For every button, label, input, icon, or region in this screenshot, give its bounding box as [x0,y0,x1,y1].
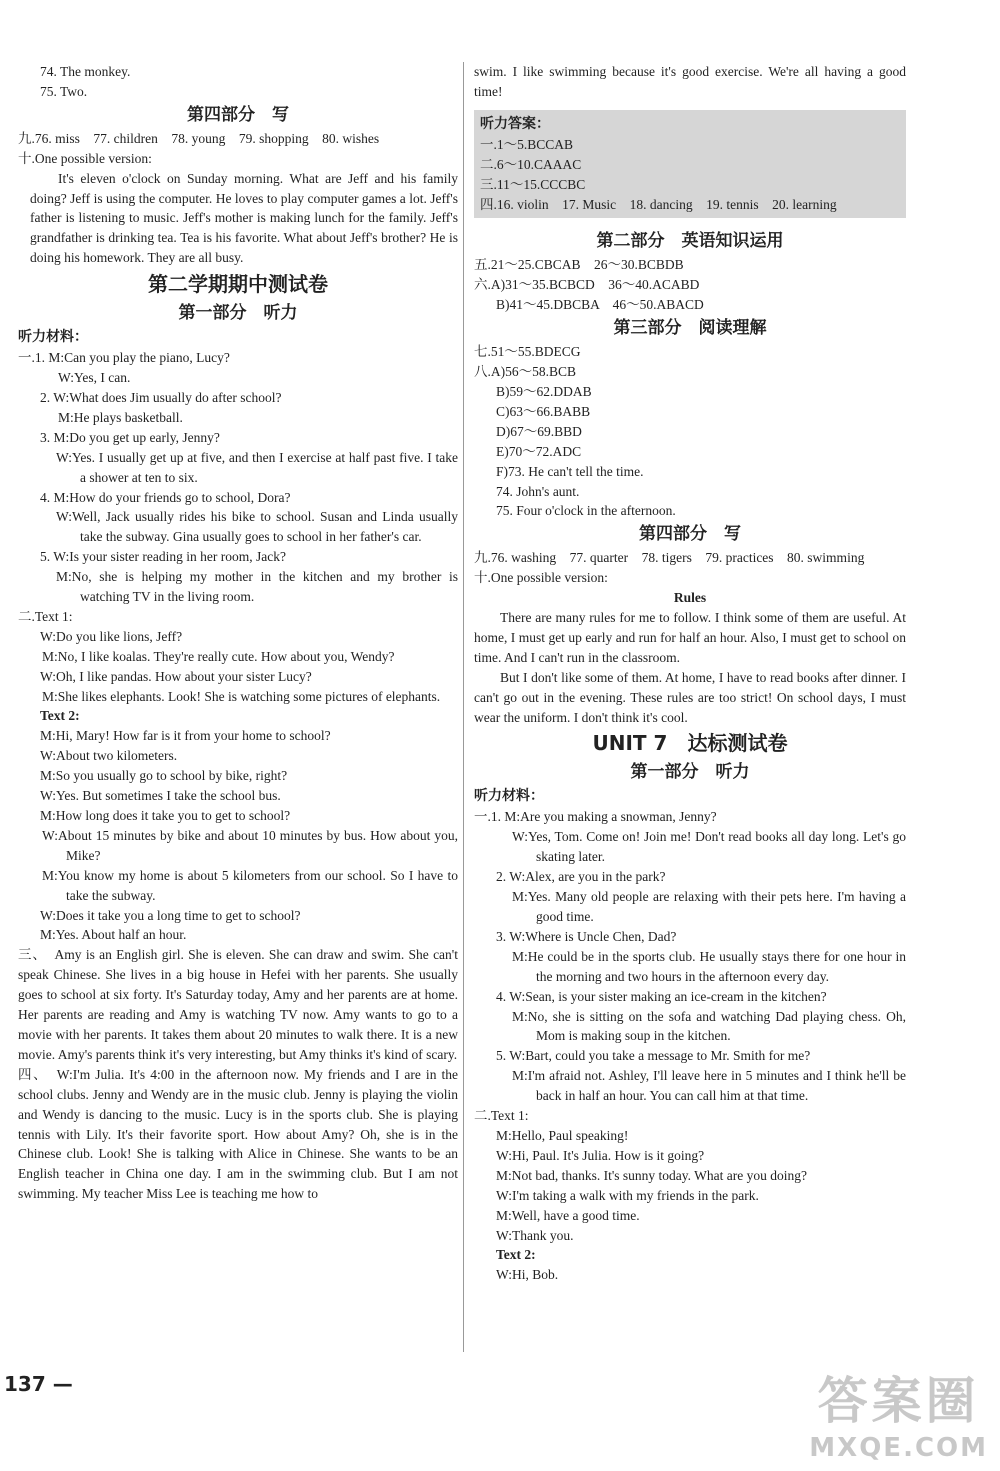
text-line: W:About 15 minutes by bike and about 10 minutes by bus. How about you, Mike? [42,827,458,863]
text-line: W:Hi, Bob. [496,1267,559,1283]
left-column [18,62,458,1204]
text-line: 5. W:Is your sister reading in her room, Jack? [40,549,286,565]
text-line: F)73. He can't tell the time. [496,463,644,479]
text-line: 75. Two. [40,83,88,99]
text-line: M:He could be in the sports club. He usually stays there for one hour in the morning and two hours in the afternoon every day. [512,948,906,984]
text-line: B)41～45.DBCBA 46～50.ABACD [496,297,704,313]
text-line: W:Yes, Tom. Come on! Join me! Don't read books all day long. Let's go skating later. [512,829,906,865]
text-line: swim. I like swimming because it's good exercise. We're all having a good time! [474,64,906,99]
text-line: W:About two kilometers. [40,748,178,764]
text-line: 74. John's aunt. [496,483,580,499]
section-heading: 第一部分 听力 [178,303,298,324]
text-line: 二.Text 1: [474,1108,529,1124]
text-line: 4. W:Sean, is your sister making an ice-cream in the kitchen? [496,988,827,1004]
text-line: M:He plays basketball. [58,409,183,425]
page-number: 137 — [4,1372,73,1396]
text-line: B)59～62.DDAB [496,383,592,399]
text-line: M:No, she is sitting on the sofa and watching Dad playing chess. Oh, Mom is making soup in the kitchen. [512,1008,906,1044]
text-line: But I don't like some of them. At home, I have to read books after dinner. I can't go out in the evening. These rules are too strict! On school days, I must wear the uniform. I don't think it's cool. [474,669,906,725]
text-line: M:Not bad, thanks. It's sunny today. What are you doing? [496,1167,808,1183]
text-line: W:Does it take you a long time to get to school? [40,907,301,923]
text-line: W:Do you like lions, Jeff? [40,628,183,644]
text-line: M:Yes. About half an hour. [40,927,187,943]
text-line: 二.6～10.CAAAC [480,156,582,172]
text-line: 四.16. violin 17. Music 18. dancing 19. tennis 20. learning [480,196,837,212]
text-line: M:Well, have a good time. [496,1207,640,1223]
text-line: M:No, she is helping my mother in the kitchen and my brother is watching TV in the living room. [56,569,458,605]
section-title: 第二学期期中测试卷 [148,272,328,297]
text-line: W:Well, Jack usually rides his bike to school. Susan and Linda usually take the subway. Gina usually goes to school in her father's car. [56,509,458,545]
text-line: Rules [673,590,707,606]
section-heading: 第二部分 英语知识运用 [596,231,784,252]
text-line: M:You know my home is about 5 kilometers from our school. So I have to take the subway. [42,867,458,903]
text-line: There are many rules for me to follow. I think some of them are useful. At home, I must get up early and run for half an hour. Also, I must get to school on time. And I can't run in the classroom. [474,610,906,665]
watermark [809,1361,988,1463]
text-line: 74. The monkey. [40,64,131,79]
text-line: 三.11～15.CCCBC [480,176,586,192]
watermark-url: MXQE.COM [809,1433,988,1463]
text-line: M:Hello, Paul speaking! [496,1127,629,1143]
text-line: W:Yes. But sometimes I take the school bus. [40,788,281,804]
text-line: 2. W:Alex, are you in the park? [496,869,666,885]
text-line: 九.76. miss 77. children 78. young 79. shopping 80. wishes [18,130,380,146]
text-line: 十.One possible version: [18,150,152,166]
text-line: 八.A)56～58.BCB [474,364,577,380]
column-divider [463,62,464,1352]
text-line: W:I'm taking a walk with my friends in the park. [496,1187,759,1203]
right-column [474,62,906,1285]
text-line: 3. M:Do you get up early, Jenny? [40,429,220,445]
section-heading: 第四部分 写 [639,524,741,545]
text-line: D)67～69.BBD [496,423,582,439]
text-line: 2. W:What does Jim usually do after school? [40,389,282,405]
section-heading: 第四部分 写 [187,104,289,125]
text-line: 四、 W:I'm Julia. It's 4:00 in the afternoon now. My friends and I are in the school clubs. Jenny and Wendy are in the music club. Jenny is playing the violin and Wendy is dancing to the music. Lucy is in the sports club. She is playing tennis with Lily. It's their favorite sport. How about Amy? Oh, she is in the Chinese club. Look! She is talking with Alice in Chinese. She wants to be an English teacher in China one day. I am in the swimming club. But I am not swimming. My teacher Miss Lee is teaching me how to [18,1066,458,1202]
text-line: 3. W:Where is Uncle Chen, Dad? [496,928,677,944]
text-line: 5. W:Bart, could you take a message to Mr. Smith for me? [496,1048,811,1064]
section-heading: 第三部分 阅读理解 [613,318,767,339]
sub-heading: 听力材料： [18,329,88,346]
text-line: W:Thank you. [496,1227,574,1243]
text-line: W:Yes. I usually get up at five, and then I exercise at half past five. I take a shower at ten to six. [56,449,458,485]
text-line: M:So you usually go to school by bike, right? [40,768,288,784]
text-line: M:She likes elephants. Look! She is watching some pictures of elephants. [42,688,441,704]
section-title: UNIT 7 达标测试卷 [592,731,788,756]
text-line: It's eleven o'clock on Sunday morning. What are Jeff and his family doing? Jeff is using the computer. He loves to play computer games a lot. Jeff's father is listening to music. Jeff's mother is making lunch for the family. Jeff's grandfather is drinking tea. Tea is his favorite. What about Jeff's brother? He is doing his homework. They are all busy. [30,170,458,266]
watermark-main: 答案圈 [817,1372,980,1430]
text-line: 一.1～5.BCCAB [480,136,574,152]
text-line: M:How long does it take you to get to school? [40,808,291,823]
text-line: Text 2: [496,1247,536,1263]
section-heading: 第一部分 听力 [630,762,750,783]
text-line: M:Yes. Many old people are relaxing with their pets here. I'm having a good time. [512,889,906,924]
text-line: W:Yes, I can. [58,370,131,386]
text-line: C)63～66.BABB [496,403,591,419]
text-line: M:Hi, Mary! How far is it from your home to school? [40,728,331,744]
text-line: E)70～72.ADC [496,443,582,459]
sub-heading: 听力答案： [480,115,550,132]
sub-heading: 听力材料： [474,788,544,805]
text-line: W:Hi, Paul. It's Julia. How is it going? [496,1147,705,1163]
text-line: M:I'm afraid not. Ashley, I'll leave here in 5 minutes and I think he'll be back in half an hour. You can call him at that time. [512,1068,906,1104]
text-line: 一.1. M:Are you making a snowman, Jenny? [474,809,717,825]
text-line: M:No, I like koalas. They're really cute. How about you, Wendy? [42,648,395,664]
text-line: 九.76. washing 77. quarter 78. tigers 79. practices 80. swimming [474,550,865,566]
text-line: 二.Text 1: [18,608,73,624]
text-line: 五.21～25.CBCAB 26～30.BCBDB [474,257,684,273]
text-line: 75. Four o'clock in the afternoon. [496,503,676,519]
text-line: 三、 Amy is an English girl. She is eleven. She can draw and swim. She can't speak Chinese. She lives in a big house in Hefei with her parents. She usually goes to school at six forty. It's Saturday today, Amy and her parents are at home. Her parents are reading and Amy is watching TV now. Amy wants to go to a movie with her parents. It takes them about 20 minutes to walk there. It is a new movie. Amy's parents think it's very interesting, but Amy thinks it's kind of scary. [18,947,458,1062]
text-line: 十.One possible version: [474,570,608,586]
text-line: 4. M:How do your friends go to school, Dora? [40,489,291,505]
text-line: W:Oh, I like pandas. How about your sister Lucy? [40,668,312,684]
text-line: 七.51～55.BDECG [474,344,581,360]
text-line: Text 2: [40,708,80,724]
text-line: 六.A)31～35.BCBCD 36～40.ACABD [474,277,700,293]
answer-box [474,110,906,219]
text-line: 一.1. M:Can you play the piano, Lucy? [18,350,230,366]
